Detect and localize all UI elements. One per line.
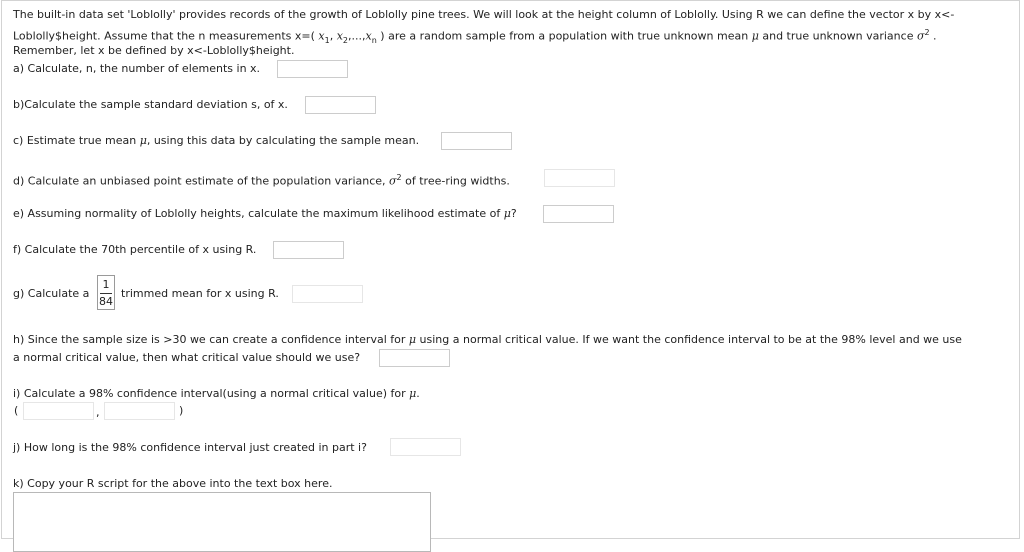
- question-h-post: using a normal critical value. If we want the confidence interval to be at the 98% level and we use: [416, 333, 962, 346]
- fraction-denominator: 84: [99, 295, 113, 308]
- mu-symbol: μ: [139, 134, 147, 147]
- answer-d-input[interactable]: [544, 169, 615, 187]
- comma: ,: [329, 29, 337, 43]
- answer-a-input[interactable]: [277, 60, 348, 78]
- intro-text-a: Loblolly$height. Assume that the n measurements x=(: [13, 29, 319, 43]
- question-h-line2: a normal critical value, then what critical value should we use?: [13, 351, 361, 364]
- answer-f-input[interactable]: [273, 241, 344, 259]
- sigma-symbol: σ: [389, 174, 397, 188]
- question-g-post: trimmed mean for x using R.: [121, 287, 279, 300]
- answer-g-input[interactable]: [292, 285, 363, 303]
- mu-symbol: μ: [408, 333, 417, 346]
- interval-lower-input[interactable]: [23, 402, 94, 420]
- squared: 2: [924, 28, 930, 37]
- interval-open-paren: (: [14, 404, 19, 417]
- question-b-text: b)Calculate the sample standard deviation s, of x.: [13, 98, 288, 111]
- interval-separator: ,: [96, 406, 100, 419]
- question-g-pre: g) Calculate a: [13, 287, 90, 300]
- period: .: [929, 29, 937, 43]
- question-j-text: j) How long is the 98% confidence interval just created in part i?: [13, 441, 367, 454]
- answer-e-input[interactable]: [543, 205, 614, 223]
- intro-line-3: Remember, let x be defined by x<-Loblolly$height.: [13, 44, 295, 57]
- fraction-numerator: 1: [102, 278, 110, 291]
- question-frame: [1, 0, 1020, 539]
- question-c-text: [13, 134, 419, 148]
- intro-line-1: The built-in data set 'Loblolly' provides records of the growth of Loblolly pine trees. We will look at the height column of Loblolly. Using R we can define the vector x by x<-: [13, 8, 955, 21]
- question-h-text: [13, 333, 962, 347]
- question-d-pre: d) Calculate an unbiased point estimate of the population variance,: [13, 174, 390, 188]
- fraction-bar: [100, 293, 112, 294]
- question-k-text: k) Copy your R script for the above into the text box here.: [13, 477, 333, 490]
- question-c-pre: c) Estimate true mean: [13, 134, 140, 147]
- answer-c-input[interactable]: [441, 132, 512, 150]
- question-h-pre: h) Since the sample size is >30 we can create a confidence interval for: [13, 333, 409, 346]
- sub-n: n: [371, 35, 377, 45]
- squared: 2: [396, 173, 402, 182]
- ellipsis: ,...,: [348, 29, 366, 43]
- r-script-textarea[interactable]: [13, 492, 431, 552]
- var-x2: x: [336, 29, 343, 43]
- question-e-pre: e) Assuming normality of Loblolly heights, calculate the maximum likelihood estimate of: [13, 207, 504, 220]
- answer-j-input[interactable]: [390, 438, 461, 456]
- answer-b-input[interactable]: [305, 96, 376, 114]
- sub-1: 1: [324, 35, 330, 45]
- sigma-symbol: σ: [916, 29, 925, 43]
- trim-fraction: [97, 275, 115, 310]
- question-a-text: a) Calculate, n, the number of elements in x.: [13, 62, 261, 75]
- intro-text-b: ) are a random sample from a population with true unknown mean: [376, 29, 752, 43]
- question-f-text: f) Calculate the 70th percentile of x using R.: [13, 243, 257, 256]
- mu-symbol: μ: [503, 207, 511, 220]
- mu-symbol: μ: [409, 387, 417, 400]
- sub-2: 2: [342, 35, 349, 45]
- interval-upper-input[interactable]: [104, 402, 175, 420]
- mu-symbol: μ: [751, 29, 759, 43]
- question-e-post: ?: [510, 207, 517, 220]
- var-x1: x: [318, 29, 325, 43]
- question-i-text: [13, 387, 420, 401]
- question-d-text: [13, 171, 510, 189]
- interval-close-paren: ): [179, 404, 184, 417]
- question-i-pre: i) Calculate a 98% confidence interval(using a normal critical value) for: [13, 387, 410, 400]
- var-xn: x: [365, 29, 372, 43]
- answer-h-input[interactable]: [379, 349, 450, 367]
- question-c-post: , using this data by calculating the sample mean.: [146, 134, 420, 147]
- intro-text-c: and true unknown variance: [758, 29, 917, 43]
- question-e-text: [13, 207, 517, 221]
- question-d-post: of tree-ring widths.: [401, 174, 510, 188]
- question-i-post: .: [416, 387, 420, 400]
